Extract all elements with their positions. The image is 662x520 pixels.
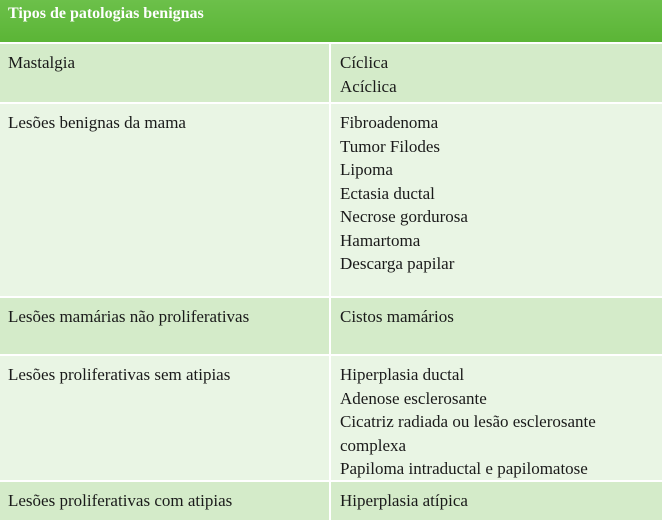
- row-items: [331, 482, 662, 520]
- row-category: Lesões proliferativas com atipias: [0, 482, 331, 520]
- list-item: Adenose esclerosante: [340, 388, 487, 408]
- table-row: [0, 354, 662, 480]
- table-row: [0, 102, 662, 296]
- row-items: [331, 104, 662, 296]
- table-row: [0, 480, 662, 520]
- list-item: Papiloma intraductal e papilomatose: [340, 459, 588, 478]
- row-category: Lesões proliferativas sem atipias: [0, 356, 331, 480]
- table-title: Tipos de patologias benignas: [0, 0, 662, 42]
- list-item: Descarga papilar: [340, 254, 455, 273]
- table-row: [0, 42, 662, 102]
- list-item: Cicatriz radiada ou lesão esclerosante: [340, 412, 596, 431]
- list-item: Ectasia ductal: [340, 183, 435, 203]
- row-category: Mastalgia: [0, 44, 331, 102]
- list-item: Hiperplasia ductal: [340, 365, 465, 384]
- row-items: [331, 44, 662, 102]
- row-items: [331, 356, 662, 480]
- row-items: [331, 298, 662, 354]
- list-item: Hamartoma: [340, 230, 421, 250]
- row-category: Lesões benignas da mama: [0, 104, 331, 296]
- list-item: Tumor Filodes: [340, 136, 440, 156]
- list-item: complexa: [340, 435, 407, 455]
- list-item: Lipoma: [340, 160, 393, 179]
- list-item: Cíclica: [340, 53, 389, 72]
- list-item: Acíclica: [340, 76, 397, 96]
- table-row: [0, 296, 662, 354]
- list-item: Fibroadenoma: [340, 113, 439, 132]
- row-category: Lesões mamárias não proliferativas: [0, 298, 331, 354]
- list-item: Cistos mamários: [340, 307, 454, 326]
- list-item: Hiperplasia atípica: [340, 491, 468, 510]
- list-item: Necrose gordurosa: [340, 207, 468, 226]
